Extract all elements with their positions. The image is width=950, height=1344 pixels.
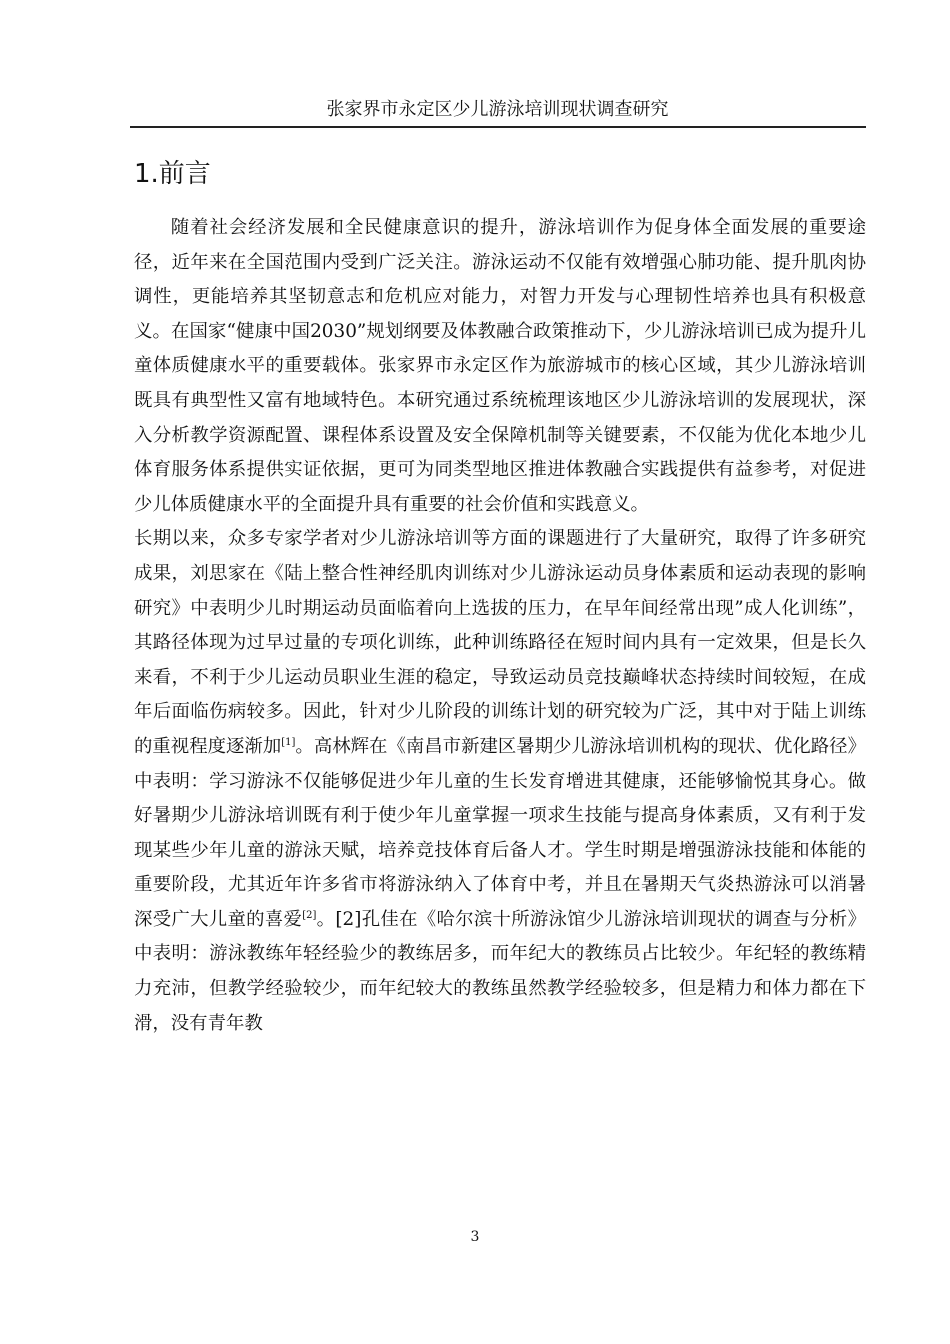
paragraph-text-part-2: 。高林辉在《南昌市新建区暑期少儿游泳培训机构的现状、优化路径》中表明：学习游泳不仅能够促进少年儿童的生长发育增进其健康，还能够愉悦其身心。做好暑期少儿游泳培训既有利于使少年儿童掌握一项求生技能与提高身体素质，又有利于发现某些少年儿童的游泳天赋，培养竞技体育后备人才。学生时期是增强游泳技能和体能的重要阶段，尤其近年许多省市将游泳纳入了体育中考，并且在暑期天气炎热游泳可以消暑深受广大儿童的喜爱 [134,735,866,930]
running-header: 张家界市永定区少儿游泳培训现状调查研究 [326,99,669,120]
header-rule [130,126,866,128]
section-title: 1.前言 [134,159,211,189]
citation-2: [2] [302,909,317,921]
citation-1: [1] [281,736,296,748]
page-number: 3 [470,1229,480,1245]
paragraph-literature-review [134,522,866,1041]
body-text [134,211,866,1041]
paragraph-intro: 随着社会经济发展和全民健康意识的提升，游泳培训作为促身体全面发展的重要途径，近年来在全国范围内受到广泛关注。游泳运动不仅能有效增强心肺功能、提升肌肉协调性，更能培养其坚韧意志和危机应对能力，对智力开发与心理韧性培养也具有积极意义。在国家“健康中国2030”规划纲要及体教融合政策推动下，少儿游泳培训已成为提升儿童体质健康水平的重要载体。张家界市永定区作为旅游城市的核心区域，其少儿游泳培训既具有典型性又富有地域特色。本研究通过系统梳理该地区少儿游泳培训的发展现状，深入分析教学资源配置、课程体系设置及安全保障机制等关键要素，不仅能为优化本地少儿体育服务体系提供实证依据，更可为同类型地区推进体教融合实践提供有益参考，对促进少儿体质健康水平的全面提升具有重要的社会价值和实践意义。 [134,217,866,515]
paragraph-text-part-3: 。[2]孔佳在《哈尔滨十所游泳馆少儿游泳培训现状的调查与分析》中表明：游泳教练年轻经验少的教练居多，而年纪大的教练员占比较少。年纪轻的教练精力充沛，但教学经验较少，而年纪较大的教练虽然教学经验较多，但是精力和体力都在下滑，没有青年教 [134,908,866,1034]
paragraph-text-part-1: 长期以来，众多专家学者对少儿游泳培训等方面的课题进行了大量研究，取得了许多研究成果，刘思家在《陆上整合性神经肌肉训练对少儿游泳运动员身体素质和运动表现的影响研究》中表明少儿时期运动员面临着向上选拔的压力，在早年间经常出现”成人化训练”，其路径体现为过早过量的专项化训练，此种训练路径在短时间内具有一定效果，但是长久来看，不利于少儿运动员职业生涯的稳定，导致运动员竞技巅峰状态持续时间较短，在成年后面临伤病较多。因此，针对少儿阶段的训练计划的研究较为广泛，其中对于陆上训练的重视程度逐渐加 [134,528,866,757]
